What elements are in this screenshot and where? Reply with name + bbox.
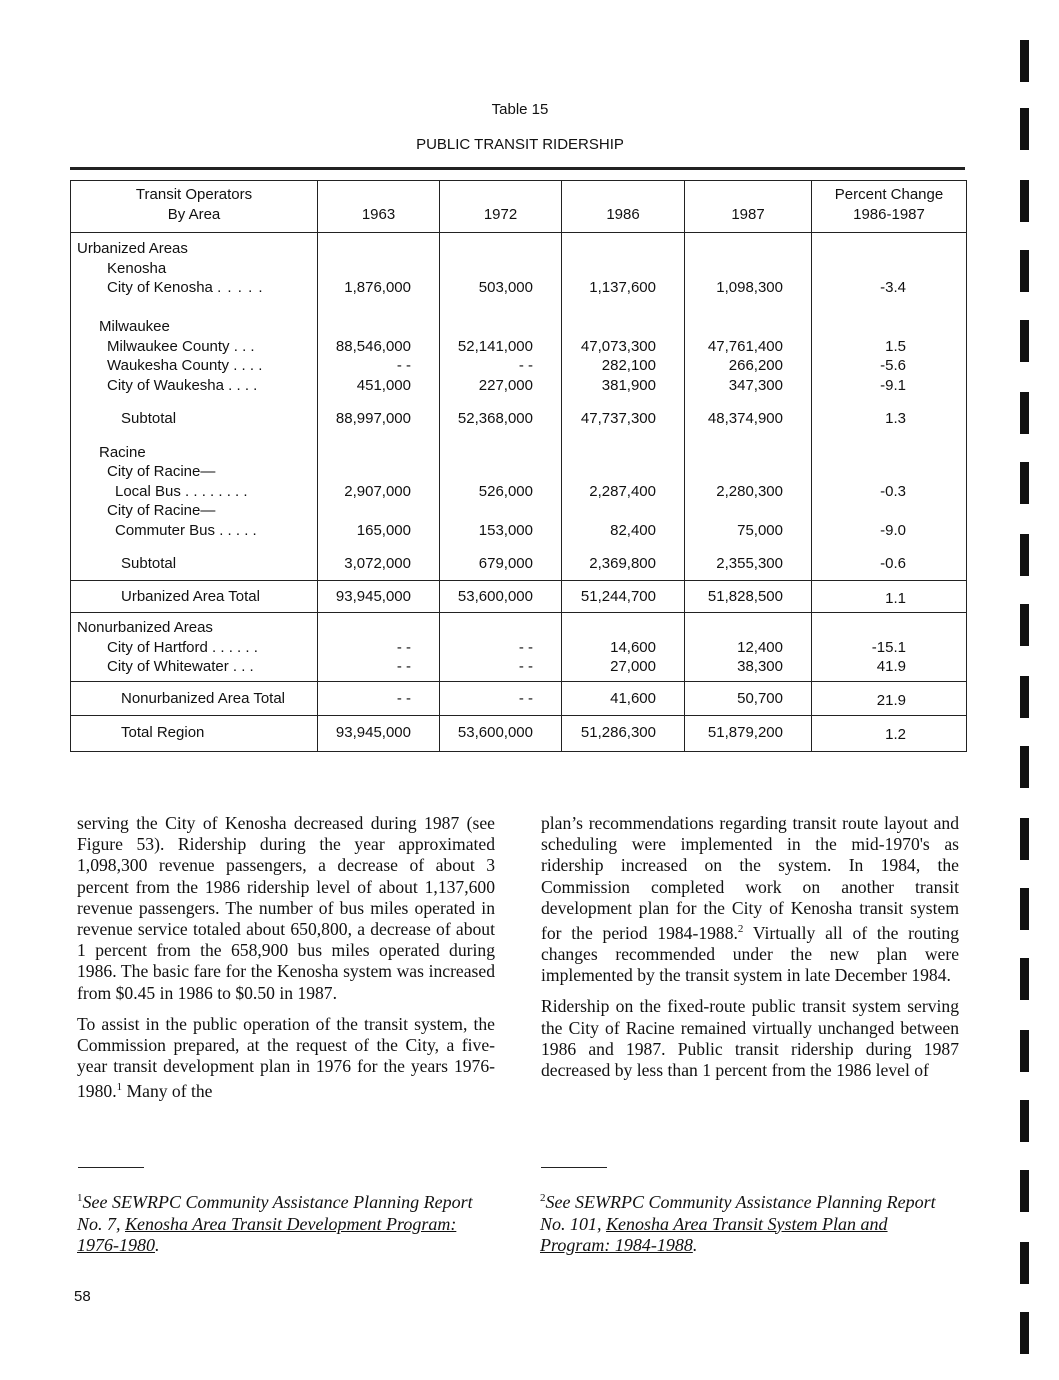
cell: 88,546,000	[335, 337, 411, 355]
cell: 75,000	[737, 521, 783, 539]
cell: 2,907,000	[344, 482, 411, 500]
cell: 14,600	[610, 638, 656, 656]
right-paragraph-1: plan’s recommendations regarding transit route layout and scheduling were implemented in the mid-1970's as ridership increased on the system. In 1984, the Commission completed work on another transit development plan for the City of Kenosha transit system for the period 1984-1988.$^2$ Virtually all of the routing changes recommended under the new plan were implemented by the transit system in late December 1984.	[541, 813, 959, 986]
cell: 679,000	[478, 555, 533, 572]
page-number: 58	[74, 1288, 91, 1305]
milwaukee-county-label: Milwaukee County . . .	[107, 337, 255, 355]
cell: 3,072,000	[344, 555, 411, 572]
registration-mark	[1020, 958, 1029, 1000]
registration-mark	[1020, 462, 1029, 504]
cell: 82,400	[610, 521, 656, 539]
cell: 1.1	[812, 580, 967, 613]
cell: 282,100	[601, 357, 656, 374]
footnote-rule-left	[78, 1167, 144, 1168]
cell: 12,400	[737, 638, 783, 656]
right-column	[541, 813, 959, 1091]
registration-mark	[1020, 818, 1029, 860]
registration-mark	[1020, 746, 1029, 788]
urbanized-heading: Urbanized Areas	[77, 240, 188, 257]
cell: 93,945,000	[318, 580, 440, 613]
right-paragraph-2: Ridership on the fixed-route public transit system serving the City of Racine remained virtually unchanged between 1986 and 1987. Public transit ridership during 1987 decreased by less than 1 percent from the 1986 level of	[541, 996, 959, 1081]
cell: 153,000	[478, 521, 533, 539]
cell: 381,900	[601, 376, 656, 394]
cell: 451,000	[356, 376, 411, 394]
registration-mark	[1020, 888, 1029, 930]
cell: 48,374,900	[707, 410, 783, 427]
cell: 53,600,000	[440, 716, 562, 752]
header-operators: Transit Operators By Area	[71, 181, 318, 233]
cell: 53,600,000	[440, 580, 562, 613]
cell: - -	[518, 357, 533, 374]
footnote-1: $^1$See SEWRPC Community Assistance Planning Report No. 7, Kenosha Area Transit Development Program: 1976-1980.	[77, 1192, 473, 1255]
cell: 1.2	[812, 716, 967, 752]
cell: - -	[518, 658, 533, 675]
cell: 51,244,700	[562, 580, 685, 613]
header-percent-change: Percent Change 1986-1987	[812, 181, 967, 233]
registration-mark	[1020, 320, 1029, 362]
footnote-ref-2: 2	[737, 923, 744, 936]
cell: 2,369,800	[589, 555, 656, 572]
racine-local-line1: City of Racine—	[107, 463, 216, 480]
cell: 21.9	[812, 681, 967, 716]
racine-heading: Racine	[99, 443, 146, 461]
registration-mark	[1020, 250, 1029, 292]
cell: - -	[518, 638, 533, 656]
cell: 165,000	[356, 521, 411, 539]
table-header-row	[71, 181, 967, 233]
cell: 41,600	[562, 681, 685, 716]
cell: -5.6	[880, 357, 906, 374]
header-1987: 1987	[685, 181, 812, 233]
cell: 41.9	[876, 658, 906, 675]
cell: 47,737,300	[580, 410, 656, 427]
city-of-hartford-label: City of Hartford . . . . . .	[107, 638, 258, 656]
table-row	[71, 613, 967, 682]
cell: 51,286,300	[562, 716, 685, 752]
table-row	[71, 580, 967, 613]
registration-mark	[1020, 1100, 1029, 1142]
cell: 266,200	[728, 357, 783, 374]
registration-mark	[1020, 1170, 1029, 1212]
registration-mark	[1020, 1030, 1029, 1072]
registration-mark	[1020, 180, 1029, 222]
registration-mark	[1020, 1242, 1029, 1284]
cell: - -	[396, 357, 411, 374]
registration-mark	[1020, 604, 1029, 646]
footnote-rule-right	[541, 1167, 607, 1168]
milwaukee-heading: Milwaukee	[99, 318, 170, 335]
racine-commuter-line1: City of Racine—	[107, 502, 216, 519]
cell: 503,000	[478, 279, 533, 296]
footnote-ref-1: 1	[116, 1081, 123, 1094]
cell: 1,137,600	[589, 279, 656, 296]
cell: 51,879,200	[685, 716, 812, 752]
ridership-table	[70, 180, 967, 752]
cell: 50,700	[685, 681, 812, 716]
cell: 2,287,400	[589, 482, 656, 500]
cell: - -	[440, 681, 562, 716]
registration-mark	[1020, 392, 1029, 434]
cell: 52,368,000	[457, 410, 533, 427]
cell: 27,000	[610, 658, 656, 675]
racine-local-label: Local Bus . . . . . . . .	[115, 482, 248, 500]
urbanized-total-label: Urbanized Area Total	[121, 587, 260, 605]
cell: 1.3	[885, 410, 906, 427]
cell: - -	[396, 638, 411, 656]
nonurbanized-total-label: Nonurbanized Area Total	[121, 689, 286, 707]
waukesha-county-label: Waukesha County . . . .	[107, 357, 263, 374]
cell: 93,945,000	[318, 716, 440, 752]
cell: 52,141,000	[457, 337, 533, 355]
cell: 2,355,300	[716, 555, 783, 572]
cell: -9.0	[880, 521, 906, 539]
cell: 51,828,500	[685, 580, 812, 613]
footnote-2: $^2$See SEWRPC Community Assistance Planning Report No. 101, Kenosha Area Transit System Plan and Program: 1984-1988.	[540, 1192, 936, 1255]
city-of-kenosha-label: City of Kenosha . . . . .	[107, 279, 264, 296]
cell: 227,000	[478, 376, 533, 394]
cell: 47,761,400	[707, 337, 783, 355]
kenosha-heading: Kenosha	[107, 259, 167, 277]
cell: 2,280,300	[716, 482, 783, 500]
cell: 38,300	[737, 658, 783, 675]
cell: 1,098,300	[716, 279, 783, 296]
left-paragraph-1: serving the City of Kenosha decreased during 1987 (see Figure 53). Ridership during the year approximated 1,098,300 revenue passengers, a decrease of about 3 percent from the 1986 ridership level of about 1,137,600 revenue passengers. The number of bus miles operated in revenue service totaled about 650,800, a decrease of about 1 percent from the 658,900 bus miles operated during 1986. The basic fare for the Kenosha system was increased from $0.45 in 1986 to $0.50 in 1987.	[77, 813, 495, 1003]
table-row	[71, 681, 967, 716]
city-of-waukesha-label: City of Waukesha . . . .	[107, 376, 258, 394]
cell: 1.5	[885, 337, 906, 355]
cell: 1,876,000	[344, 279, 411, 296]
nonurbanized-heading: Nonurbanized Areas	[77, 619, 213, 636]
registration-mark	[1020, 108, 1029, 150]
left-column	[77, 813, 495, 1113]
registration-mark	[1020, 1312, 1029, 1354]
milwaukee-subtotal-label: Subtotal	[121, 410, 177, 427]
cell: -0.3	[880, 482, 906, 500]
cell: - -	[318, 681, 440, 716]
city-of-whitewater-label: City of Whitewater . . .	[107, 658, 254, 675]
table-title: PUBLIC TRANSIT RIDERSHIP	[416, 136, 624, 153]
header-1963: 1963	[318, 181, 440, 233]
cell: - -	[396, 658, 411, 675]
cell: 347,300	[728, 376, 783, 394]
cell: -0.6	[880, 555, 906, 572]
cell: -15.1	[871, 638, 906, 656]
header-1972: 1972	[440, 181, 562, 233]
table-top-rule	[70, 167, 965, 170]
table-row	[71, 716, 967, 752]
registration-mark	[1020, 676, 1029, 718]
cell: -3.4	[880, 279, 906, 296]
table-row	[71, 233, 967, 581]
cell: 88,997,000	[335, 410, 411, 427]
registration-mark	[1020, 534, 1029, 576]
racine-subtotal-label: Subtotal	[121, 555, 177, 572]
racine-commuter-label: Commuter Bus . . . . .	[115, 521, 257, 539]
total-region-label: Total Region	[121, 724, 205, 741]
table-number: Table 15	[491, 101, 549, 118]
header-1986: 1986	[562, 181, 685, 233]
cell: -9.1	[880, 376, 906, 394]
cell: 47,073,300	[580, 337, 656, 355]
registration-mark	[1020, 40, 1029, 82]
left-paragraph-2: To assist in the public operation of the transit system, the Commission prepared, at the request of the City, a five-year transit development plan in 1976 for the years 1976-1980.$^1$ Many of the	[77, 1013, 495, 1102]
cell: 526,000	[478, 482, 533, 500]
